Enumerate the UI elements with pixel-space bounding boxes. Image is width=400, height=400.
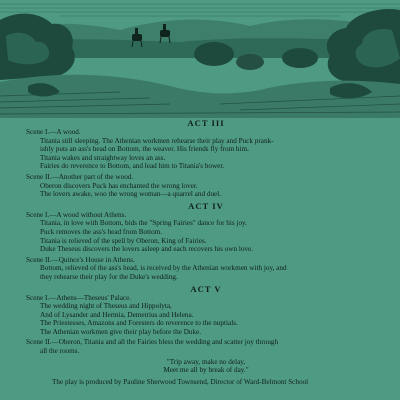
scene-line: The Priestesses, Amazons and Foresters do reverence to the nuptials.: [40, 319, 238, 328]
scene-line: ishly puts an ass's head on Bottom, the weaver. His friends fly from him.: [40, 145, 249, 154]
closing-quote: [26, 358, 386, 375]
scene: [26, 256, 386, 282]
scene-line: Oberon discovers Puck has enchanted the wrong lover.: [40, 181, 198, 190]
scene-line: Duke Theseus discovers the lovers asleep and each recovers his own love.: [40, 245, 254, 254]
scene-heading: Scene I.—A wood.: [26, 128, 81, 136]
scene-line: The lovers awake, woo the wrong woman—a quarrel and duel.: [40, 190, 222, 199]
scene-line: And of Lysander and Hermia, Demetrius and Helena.: [40, 310, 194, 319]
landscape-illustration: [0, 0, 400, 118]
act-iii: [26, 118, 386, 199]
scene-line: Titania is relieved of the spell by Oberon, King of Fairies.: [40, 236, 207, 245]
scene: [26, 338, 386, 355]
scene-line: all the rooms.: [40, 347, 80, 356]
scene-line: Bottom, relieved of the ass's head, is received by the Athenian workmen with joy, and: [40, 264, 287, 273]
scene: [26, 173, 386, 199]
scene-line: Fairies do reverence to Bottom, and lead him to Titania's bower.: [40, 162, 225, 171]
scene-heading: Scene II.—Another part of the wood.: [26, 172, 134, 181]
scene-line: Titania still sleeping. The Athenian workmen rehearse their play and Puck prank-: [40, 136, 274, 145]
scene-heading: Scene II.—Quince's House in Athens.: [26, 255, 135, 264]
scene: [26, 211, 386, 254]
scene-line: The wedding night of Theseus and Hippolyta,: [40, 302, 172, 311]
act-title: ACT V: [190, 283, 222, 294]
act-iv: [26, 201, 386, 282]
scene: [26, 128, 386, 171]
act-title: ACT III: [187, 118, 225, 128]
quote-line: Meet me all by break of day.": [163, 366, 249, 375]
producer-credit: The play is produced by Pauline Sherwood Townsend, Director of Ward-Belmont School: [52, 377, 309, 386]
program-text: [26, 118, 386, 400]
act-title: ACT IV: [188, 200, 224, 211]
scene-line: The Athenian workmen give their play before the Duke.: [40, 327, 202, 336]
act-v: [26, 284, 386, 356]
scene-heading: Scene I.—Athens—Theseus' Palace.: [26, 293, 132, 302]
scene: [26, 294, 386, 337]
scene-line: Puck removes the ass's head from Bottom.: [40, 227, 163, 236]
quote-line: "Trip away, make no delay,: [166, 357, 246, 366]
scene-line: they rehearse their play for the Duke's wedding.: [40, 272, 178, 281]
scene-heading: Scene I.—A wood without Athens.: [26, 210, 127, 219]
scene-line: Titania, in love with Bottom, bids the "Spring Fairies" dance for his joy.: [40, 219, 247, 228]
scene-heading: Scene II.—Oberon, Titania and all the Fairies bless the wedding and scatter joy through: [26, 338, 279, 347]
scene-line: Titania wakes and straightway loves an ass.: [40, 153, 166, 162]
